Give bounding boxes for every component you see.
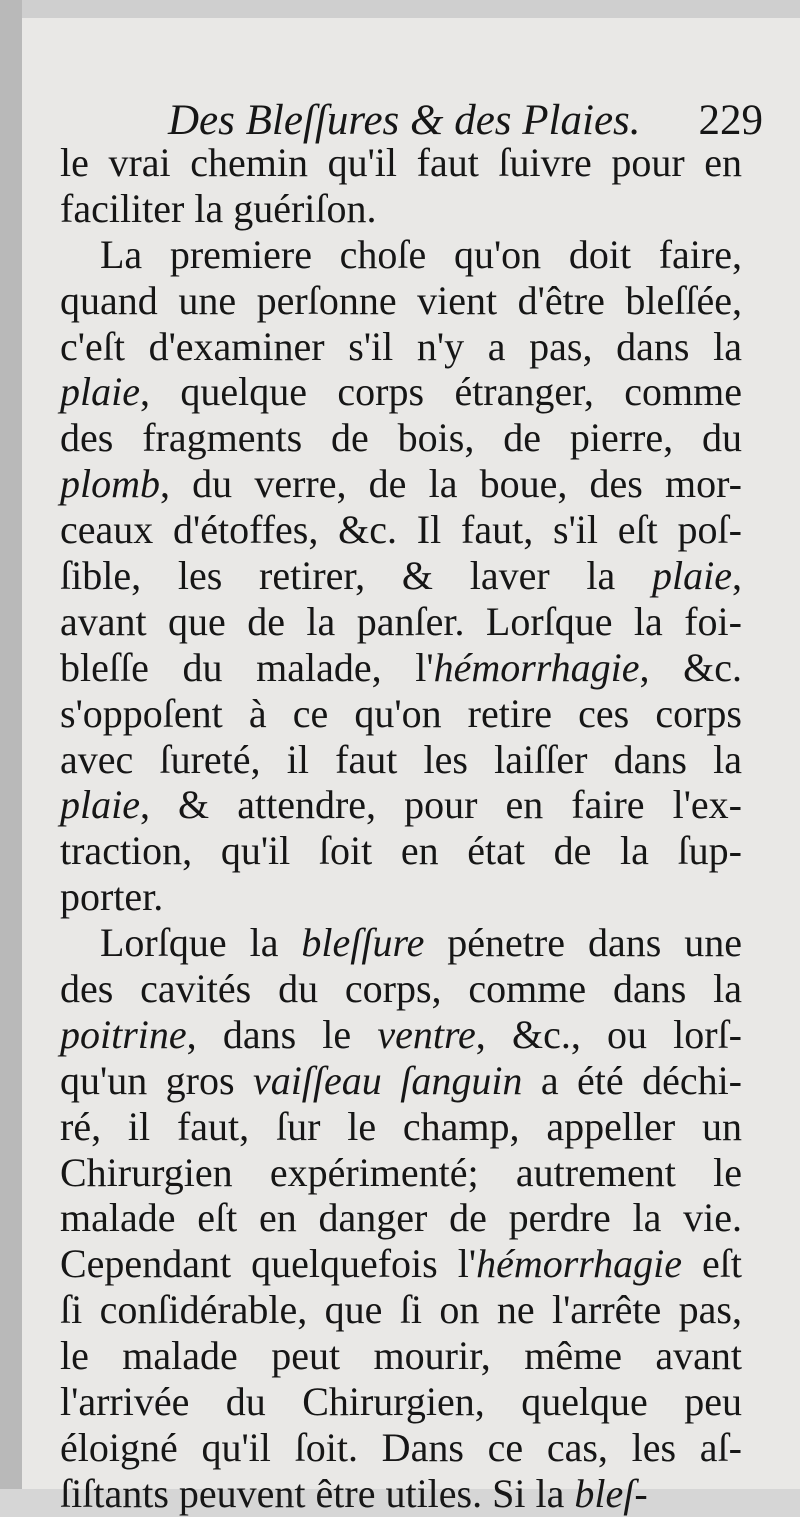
body-text [60,140,742,1517]
text-segment: Cependant quelquefois l' [60,1241,477,1287]
text-segment: Chirurgien expérimenté; autrement le [60,1149,742,1195]
text-line [60,1425,742,1471]
text-line [60,1058,742,1104]
text-line [60,186,742,232]
text-segment: , quelque corps étranger, comme [139,369,742,415]
text-line [60,1241,742,1287]
text-line [60,1287,742,1333]
text-segment: avant que de la panſer. Lorſque la foi- [60,598,742,644]
text-segment: a été déchi- [522,1057,743,1103]
text-segment: le vrai chemin qu'il faut ſuivre pour en [60,140,742,185]
text-segment: Lorſque la [100,920,302,966]
italic-text: plaie [60,782,140,828]
italic-text: plaie [652,553,732,599]
text-segment: éloigné qu'il ſoit. Dans ce cas, les aſ- [60,1424,742,1470]
text-line [60,1012,742,1058]
text-line [60,507,742,553]
text-line [60,1150,742,1196]
text-segment: s'oppoſent à ce qu'on retire ces corps [60,690,742,736]
text-segment: ré, il faut, ſur le champ, appeller un [60,1103,742,1149]
text-segment: pénetre dans une [424,920,742,966]
text-line [60,140,742,186]
text-segment: c'eſt d'examiner s'il n'y a pas, dans la [60,323,742,369]
text-line [60,920,742,966]
text-segment: ſiſtants peuvent être utiles. Si la [60,1470,575,1516]
text-segment: , [732,553,742,599]
text-line [60,553,742,599]
text-line [60,1333,742,1379]
text-line [60,828,742,874]
text-segment: , dans le [186,1011,378,1057]
text-segment: avec ſureté, il faut les laiſſer dans la [60,736,742,782]
text-line [60,1471,742,1517]
running-head: Des Bleſſures & des Plaies. [168,97,641,144]
text-line [60,599,742,645]
italic-text: plomb [60,461,160,507]
text-line [60,1104,742,1150]
italic-text: hémorrhagie [433,644,640,690]
text-line [60,1195,742,1241]
text-line [60,369,742,415]
italic-text: vaiſſeau ſanguin [252,1057,523,1103]
text-segment: malade eſt en danger de perdre la vie. [60,1195,742,1241]
text-segment: bleſſe du malade, l' [60,644,434,690]
italic-text: plaie [60,369,140,415]
text-segment: ſible, les retirer, & laver la [60,553,653,599]
italic-text: hémorrhagie [476,1241,682,1287]
text-segment: des fragments de bois, de pierre, du [60,415,742,461]
italic-text: ventre [377,1011,476,1057]
text-segment: des cavités du corps, comme dans la [60,966,742,1012]
italic-text: bleſ- [574,1470,648,1516]
text-segment: , du verre, de la boue, des mor- [160,461,742,507]
italic-text: poitrine [60,1011,187,1057]
page-number: 229 [698,97,763,144]
text-line [60,278,742,324]
text-line [60,874,742,920]
text-segment: eſt [681,1241,742,1287]
text-segment: , &c., ou lorſ- [475,1011,742,1057]
text-line [60,782,742,828]
text-line [60,1379,742,1425]
text-segment: ſi conſidérable, que ſi on ne l'arrête pas, [60,1287,742,1333]
text-segment: l'arrivée du Chirurgien, quelque peu [60,1379,742,1425]
text-line [60,691,742,737]
text-line [60,415,742,461]
text-segment: , &c. [639,644,743,690]
text-segment: faciliter la guériſon. [60,185,377,231]
text-segment: La premiere choſe qu'on doit faire, [100,231,742,277]
text-segment: quand une perſonne vient d'être bleſſée, [60,277,742,323]
text-line [60,737,742,783]
page-header [168,96,768,146]
text-line [60,966,742,1012]
text-line [60,324,742,370]
text-segment: ceaux d'étoffes, &c. Il faut, s'il eſt poſ- [60,507,742,553]
text-line [60,232,742,278]
text-segment: porter. [60,874,164,920]
paragraph [60,140,742,232]
text-segment: le malade peut mourir, même avant [60,1333,742,1379]
text-segment: , & attendre, pour en faire l'ex- [139,782,742,828]
page-left-edge [0,0,22,1489]
italic-text: bleſſure [301,920,425,966]
paragraph [60,232,742,920]
text-segment: traction, qu'il ſoit en état de la ſup- [60,828,742,874]
paragraph [60,920,742,1517]
text-line [60,461,742,507]
text-line [60,645,742,691]
text-segment: qu'un gros [60,1057,253,1103]
page-top-edge [0,0,800,18]
